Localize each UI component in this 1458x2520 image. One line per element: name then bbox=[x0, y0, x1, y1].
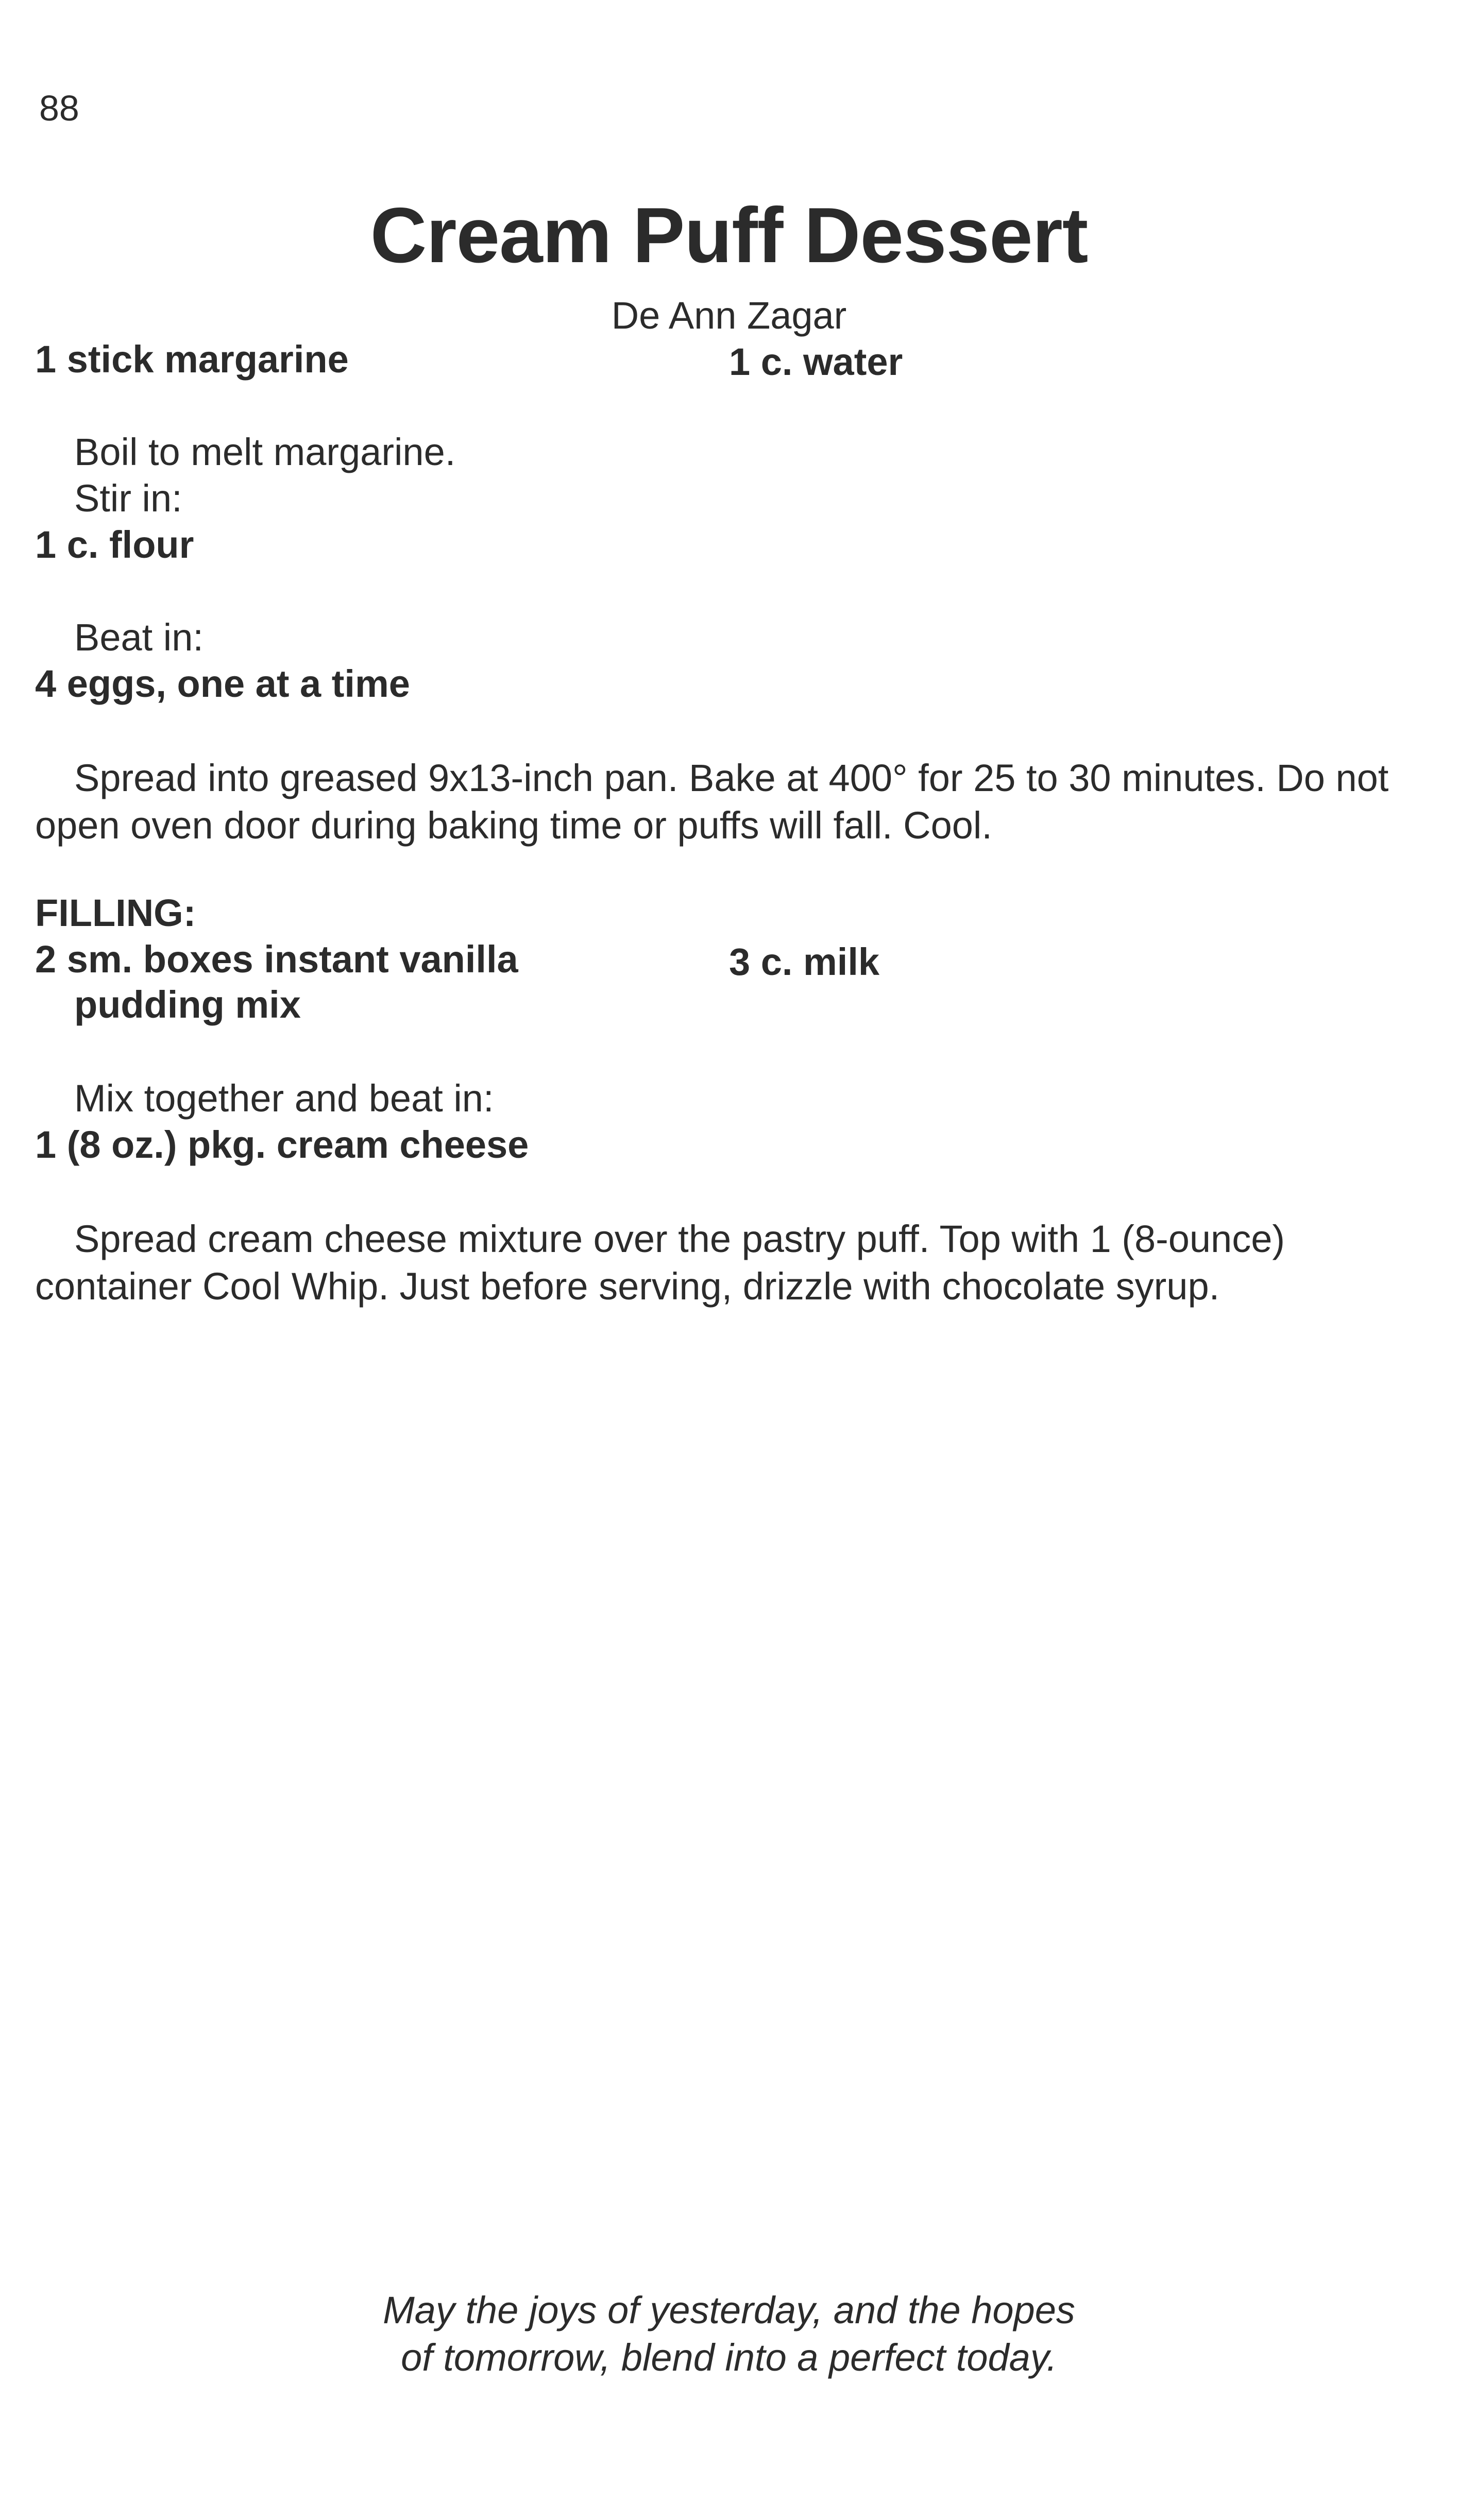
ingredient-eggs: 4 eggs, one at a time bbox=[35, 662, 410, 705]
ingredient-pudding-line-2: pudding mix bbox=[74, 983, 301, 1026]
step-mix-together: Mix together and beat in: bbox=[74, 1077, 494, 1120]
closing-quote bbox=[0, 2287, 1458, 2381]
step-stir-in: Stir in: bbox=[74, 477, 182, 520]
ingredient-cream-cheese: 1 (8 oz.) pkg. cream cheese bbox=[35, 1123, 529, 1166]
quote-line-1: May the joys of yesterday, and the hopes bbox=[383, 2289, 1075, 2332]
ingredient-water: 1 c. water bbox=[729, 340, 903, 383]
ingredient-milk: 3 c. milk bbox=[729, 940, 880, 983]
filling-heading: FILLING: bbox=[35, 892, 196, 934]
ingredient-pudding-line-1: 2 sm. boxes instant vanilla bbox=[35, 938, 518, 981]
step-boil: Boil to melt margarine. bbox=[74, 431, 456, 473]
recipe-author: De Ann Zagar bbox=[611, 294, 847, 337]
ingredient-margarine: 1 stick margarine bbox=[35, 338, 349, 381]
quote-line-2: of tomorrow, blend into a perfect today. bbox=[401, 2336, 1057, 2379]
instructions-paragraph-2: Spread cream cheese mixture over the pastry puff. Top with 1 (8-ounce) container Cool Whip. Just before serving, drizzle with chocolate syrup. bbox=[35, 1218, 1285, 1308]
step-beat-in: Beat in: bbox=[74, 616, 204, 659]
ingredient-flour: 1 c. flour bbox=[35, 523, 194, 566]
page-number: 88 bbox=[39, 88, 79, 128]
recipe-title: Cream Puff Dessert bbox=[370, 192, 1088, 279]
instructions-paragraph-1: Spread into greased 9x13-inch pan. Bake at 400° for 25 to 30 minutes. Do not open oven door during baking time or puffs will fall. Cool. bbox=[35, 757, 1389, 847]
